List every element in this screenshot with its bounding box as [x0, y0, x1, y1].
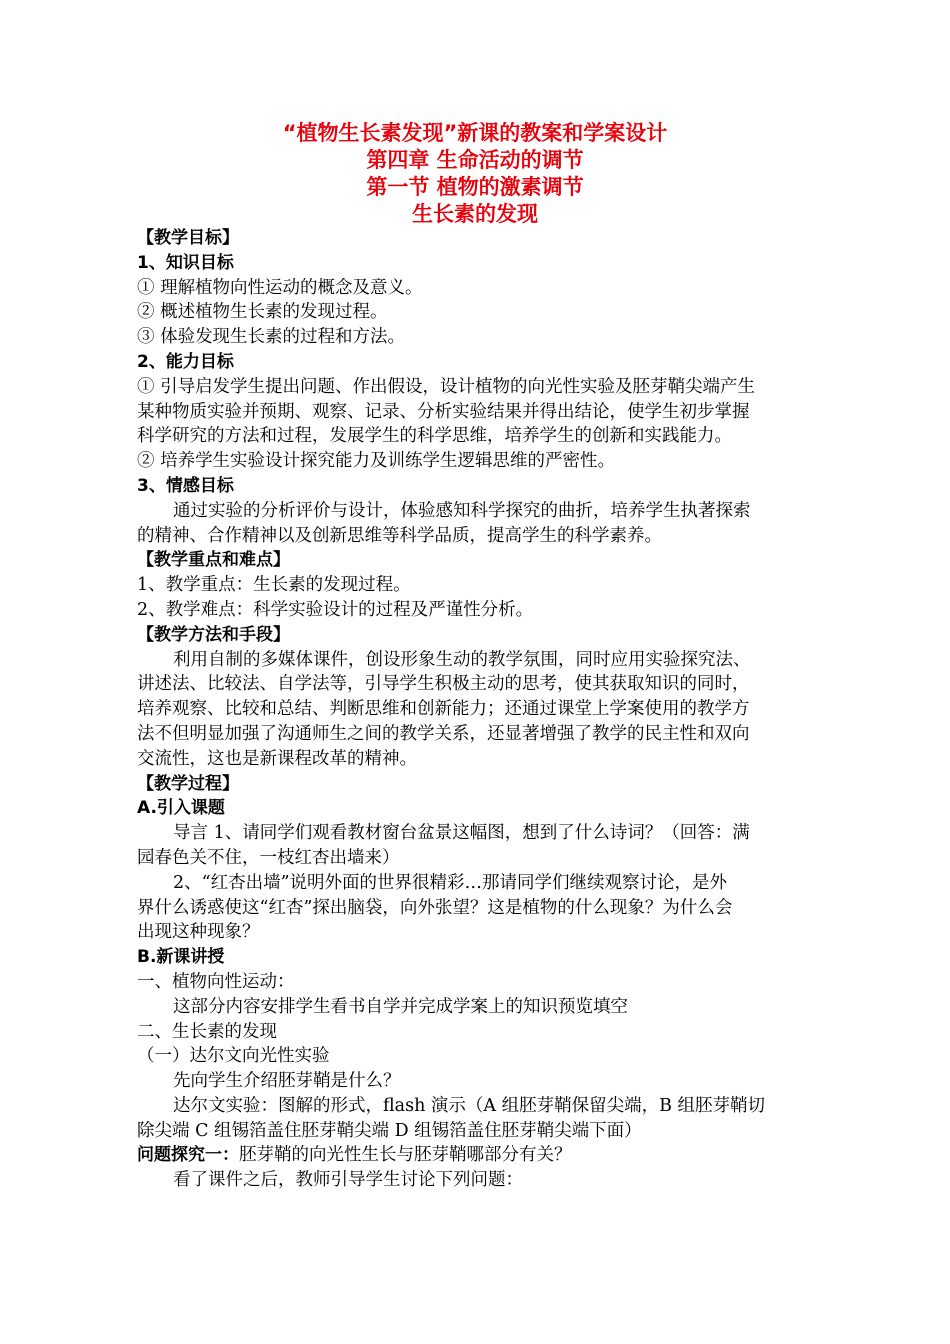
paragraph-line: ② 概述植物生长素的发现过程。 — [137, 302, 388, 323]
title-block — [0, 120, 950, 228]
paragraph-line: ② 培养学生实验设计探究能力及训练学生逻辑思维的严密性。 — [137, 451, 616, 472]
section-heading: B.新课讲授 — [137, 947, 225, 968]
paragraph-line: ③ 体验发现生长素的过程和方法。 — [137, 327, 406, 348]
topic-title: 生长素的发现 — [412, 202, 538, 226]
paragraph-line: 法不但明显加强了沟通师生之间的教学关系，还显著增强了教学的民主性和双向 — [137, 723, 750, 744]
paragraph-line: 出现这种现象？ — [137, 922, 260, 943]
section-heading: 1、知识目标 — [137, 252, 234, 273]
section-heading: A.引入课题 — [137, 798, 225, 819]
section-heading: 【教学重点和难点】 — [137, 550, 290, 571]
paragraph-line: 界什么诱惑使这“红杏”探出脑袋，向外张望？这是植物的什么现象？为什么会 — [137, 897, 733, 918]
section-heading: 3、情感目标 — [137, 475, 234, 496]
paragraph-line: 这部分内容安排学生看书自学并完成学案上的知识预览填空 — [173, 996, 628, 1017]
section-title: 第一节 植物的激素调节 — [366, 175, 584, 199]
paragraph-line: ① 引导启发学生提出问题、作出假设，设计植物的向光性实验及胚芽鞘尖端产生 — [137, 376, 756, 397]
paragraph-line: 1、教学重点：生长素的发现过程。 — [137, 575, 411, 596]
paragraph-line: 2、教学难点：科学实验设计的过程及严谨性分析。 — [137, 599, 534, 620]
paragraph-line: 交流性，这也是新课程改革的精神。 — [137, 748, 417, 769]
inline-heading: 问题探究一： — [137, 1145, 239, 1166]
paragraph-line: 二、生长素的发现 — [137, 1021, 277, 1042]
paragraph-line: 的精神、合作精神以及创新思维等科学品质，提高学生的科学素养。 — [137, 525, 662, 546]
main-title: “植物生长素发现”新课的教案和学案设计 — [282, 121, 668, 145]
paragraph-line — [137, 1143, 817, 1168]
paragraph-line: （一）达尔文向光性实验 — [137, 1046, 330, 1067]
paragraph-line: 导言 1、请同学们观看教材窗台盆景这幅图，想到了什么诗词？（回答：满 — [173, 823, 750, 844]
paragraph-line: ① 理解植物向性运动的概念及意义。 — [137, 277, 423, 298]
paragraph-line: 一、植物向性运动： — [137, 971, 295, 992]
section-heading: 【教学方法和手段】 — [137, 624, 290, 645]
paragraph-line: 先向学生介绍胚芽鞘是什么？ — [173, 1071, 401, 1092]
paragraph-line: 培养观察、比较和总结、判断思维和创新能力；还通过课堂上学案使用的教学方 — [137, 699, 750, 720]
paragraph-line: 除尖端 C 组锡箔盖住胚芽鞘尖端 D 组锡箔盖住胚芽鞘尖端下面） — [137, 1120, 642, 1141]
chapter-title: 第四章 生命活动的调节 — [366, 148, 584, 172]
paragraph-line: 达尔文实验：图解的形式，flash 演示（A 组胚芽鞘保留尖端，B 组胚芽鞘切 — [173, 1095, 766, 1116]
paragraph-line: 看了课件之后，教师引导学生讨论下列问题： — [173, 1170, 523, 1191]
paragraph-line: 利用自制的多媒体课件，创设形象生动的教学氛围，同时应用实验探究法、 — [173, 649, 751, 670]
paragraph-line: 某种物质实验并预期、观察、记录、分析实验结果并得出结论，使学生初步掌握 — [137, 401, 750, 422]
paragraph-line: 园春色关不住，一枝红杏出墙来） — [137, 847, 400, 868]
inline-text: 胚芽鞘的向光性生长与胚芽鞘哪部分有关？ — [239, 1145, 572, 1166]
section-heading: 【教学过程】 — [137, 773, 239, 794]
paragraph-line: 科学研究的方法和过程，发展学生的科学思维，培养学生的创新和实践能力。 — [137, 426, 732, 447]
document-body — [137, 226, 817, 1193]
paragraph-line: 通过实验的分析评价与设计，体验感知科学探究的曲折，培养学生执著探索 — [173, 500, 751, 521]
paragraph-line: 讲述法、比较法、自学法等，引导学生积极主动的思考，使其获取知识的同时， — [137, 674, 750, 695]
section-heading: 【教学目标】 — [137, 228, 239, 248]
section-heading: 2、能力目标 — [137, 351, 234, 372]
paragraph-line: 2、“红杏出墙”说明外面的世界很精彩…那请同学们继续观察讨论，是外 — [173, 872, 728, 893]
